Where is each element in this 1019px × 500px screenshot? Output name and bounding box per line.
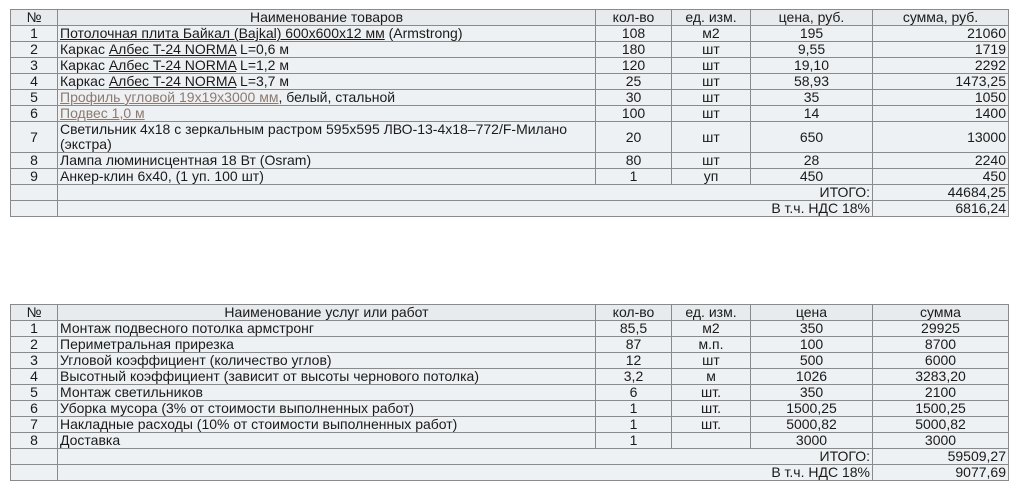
goods-row bbox=[11, 169, 1009, 185]
services-vat-row bbox=[11, 465, 1009, 481]
item-price: 14 bbox=[751, 106, 873, 122]
goods-vat-row bbox=[11, 201, 1009, 217]
goods-total-spacer bbox=[11, 185, 58, 201]
services-vat-value: 9077,69 bbox=[873, 465, 1009, 481]
item-name bbox=[58, 106, 596, 122]
item-unit: м.п. bbox=[672, 337, 751, 353]
item-sum: 3283,20 bbox=[873, 369, 1009, 385]
item-qty: 87 bbox=[596, 337, 672, 353]
row-number: 6 bbox=[11, 401, 58, 417]
item-qty: 3,2 bbox=[596, 369, 672, 385]
item-qty: 1 bbox=[596, 417, 672, 433]
item-name-part: Монтаж подвесного потолка армстронг bbox=[60, 320, 315, 336]
item-name-part: Накладные расходы (10% от стоимости выполненных работ) bbox=[60, 416, 458, 432]
item-price: 195 bbox=[751, 26, 873, 42]
item-price: 350 bbox=[751, 385, 873, 401]
item-name bbox=[58, 169, 596, 185]
item-sum: 1500,25 bbox=[873, 401, 1009, 417]
services-total-spacer bbox=[11, 449, 58, 465]
item-name-part: Доставка bbox=[60, 432, 121, 448]
item-price: 500 bbox=[751, 353, 873, 369]
item-sum: 1473,25 bbox=[873, 74, 1009, 90]
item-qty: 100 bbox=[596, 106, 672, 122]
item-sum: 8700 bbox=[873, 337, 1009, 353]
item-price: 350 bbox=[751, 321, 873, 337]
goods-row bbox=[11, 74, 1009, 90]
item-name-part: Албес T-24 NORMA bbox=[108, 41, 237, 57]
item-price: 9,55 bbox=[751, 42, 873, 58]
item-name-part: Монтаж светильников bbox=[60, 384, 203, 400]
item-unit: шт bbox=[672, 90, 751, 106]
item-price: 58,93 bbox=[751, 74, 873, 90]
services-total-value: 59509,27 bbox=[873, 449, 1009, 465]
goods-total-row bbox=[11, 185, 1009, 201]
row-number: 9 bbox=[11, 169, 58, 185]
goods-row bbox=[11, 42, 1009, 58]
item-unit: шт. bbox=[672, 417, 751, 433]
item-qty: 20 bbox=[596, 122, 672, 153]
item-price: 650 bbox=[751, 122, 873, 153]
item-price: 100 bbox=[751, 337, 873, 353]
item-name-part: Анкер-клин 6x40, (1 уп. 100 шт) bbox=[60, 168, 264, 184]
item-unit: шт. bbox=[672, 401, 751, 417]
goods-row bbox=[11, 58, 1009, 74]
row-number: 8 bbox=[11, 153, 58, 169]
goods-row bbox=[11, 106, 1009, 122]
goods-body bbox=[11, 26, 1009, 185]
item-name-part: L=3,7 м bbox=[236, 73, 289, 89]
services-total-label: ИТОГО: bbox=[58, 449, 873, 465]
goods-header-unit: ед. изм. bbox=[672, 10, 751, 26]
services-total-row bbox=[11, 449, 1009, 465]
item-unit: м2 bbox=[672, 26, 751, 42]
item-sum: 6000 bbox=[873, 353, 1009, 369]
item-unit: шт bbox=[672, 74, 751, 90]
row-number: 8 bbox=[11, 433, 58, 449]
row-number: 4 bbox=[11, 74, 58, 90]
goods-row bbox=[11, 153, 1009, 169]
item-sum: 5000,82 bbox=[873, 417, 1009, 433]
goods-header-row bbox=[11, 10, 1009, 26]
goods-header-sum: сумма, руб. bbox=[873, 10, 1009, 26]
goods-total-label: ИТОГО: bbox=[58, 185, 873, 201]
services-row bbox=[11, 337, 1009, 353]
row-number: 2 bbox=[11, 42, 58, 58]
item-unit: уп bbox=[672, 169, 751, 185]
item-unit: шт bbox=[672, 353, 751, 369]
services-header-qty: кол-во bbox=[596, 305, 672, 321]
item-name-part: L=0,6 м bbox=[236, 41, 289, 57]
services-header-row bbox=[11, 305, 1009, 321]
services-vat-label: В т.ч. НДС 18% bbox=[58, 465, 873, 481]
row-number: 3 bbox=[11, 58, 58, 74]
item-qty: 1 bbox=[596, 433, 672, 449]
item-name bbox=[58, 122, 596, 153]
services-table bbox=[10, 304, 1009, 481]
services-row bbox=[11, 369, 1009, 385]
row-number: 5 bbox=[11, 385, 58, 401]
item-name bbox=[58, 369, 596, 385]
item-sum: 1400 bbox=[873, 106, 1009, 122]
item-name bbox=[58, 321, 596, 337]
item-qty: 6 bbox=[596, 385, 672, 401]
item-name-part: Лампа люминисцентная 18 Вт (Osram) bbox=[60, 152, 312, 168]
item-price: 1500,25 bbox=[751, 401, 873, 417]
item-qty: 108 bbox=[596, 26, 672, 42]
item-qty: 120 bbox=[596, 58, 672, 74]
services-vat-spacer bbox=[11, 465, 58, 481]
goods-total-value: 44684,25 bbox=[873, 185, 1009, 201]
item-name bbox=[58, 401, 596, 417]
item-price: 35 bbox=[751, 90, 873, 106]
item-name-link[interactable]: Профиль угловой 19x19x3000 мм bbox=[60, 89, 279, 105]
goods-header-qty: кол-во bbox=[596, 10, 672, 26]
item-sum: 2100 bbox=[873, 385, 1009, 401]
item-name bbox=[58, 385, 596, 401]
item-name-part: Уборка мусора (3% от стоимости выполненных работ) bbox=[60, 400, 415, 416]
item-price: 3000 bbox=[751, 433, 873, 449]
item-price: 450 bbox=[751, 169, 873, 185]
item-name-part: L=1,2 м bbox=[236, 57, 289, 73]
services-row bbox=[11, 385, 1009, 401]
item-qty: 12 bbox=[596, 353, 672, 369]
item-unit: шт. bbox=[672, 385, 751, 401]
goods-row bbox=[11, 90, 1009, 106]
item-sum: 21060 bbox=[873, 26, 1009, 42]
goods-table bbox=[10, 9, 1009, 217]
goods-vat-label: В т.ч. НДС 18% bbox=[58, 201, 873, 217]
item-qty: 85,5 bbox=[596, 321, 672, 337]
item-sum: 13000 bbox=[873, 122, 1009, 153]
item-name bbox=[58, 42, 596, 58]
item-unit: шт bbox=[672, 122, 751, 153]
item-name-part: Каркас bbox=[60, 41, 109, 57]
item-name-part: Светильник 4х18 с зеркальным растром 595x595 ЛВО-13-4х18–772/F-Милано (экстра) bbox=[60, 121, 568, 152]
item-sum: 1719 bbox=[873, 42, 1009, 58]
item-qty: 25 bbox=[596, 74, 672, 90]
item-name-part: Угловой коэффициент (количество углов) bbox=[60, 352, 332, 368]
item-name bbox=[58, 417, 596, 433]
item-sum: 2240 bbox=[873, 153, 1009, 169]
item-name bbox=[58, 353, 596, 369]
services-row bbox=[11, 417, 1009, 433]
goods-header-price: цена, руб. bbox=[751, 10, 873, 26]
item-qty: 180 bbox=[596, 42, 672, 58]
item-name bbox=[58, 74, 596, 90]
services-row bbox=[11, 321, 1009, 337]
item-name bbox=[58, 58, 596, 74]
row-number: 5 bbox=[11, 90, 58, 106]
item-name-part: Потолочная плита Байкал (Bajkal) 600x600x12 мм bbox=[60, 25, 385, 41]
item-price: 28 bbox=[751, 153, 873, 169]
goods-header-number: № bbox=[11, 10, 58, 26]
item-name bbox=[58, 433, 596, 449]
row-number: 6 bbox=[11, 106, 58, 122]
services-row bbox=[11, 353, 1009, 369]
item-name-part: , белый, стальной bbox=[278, 89, 396, 105]
item-unit: шт bbox=[672, 58, 751, 74]
item-unit: м bbox=[672, 369, 751, 385]
item-qty: 30 bbox=[596, 90, 672, 106]
services-row bbox=[11, 401, 1009, 417]
row-number: 2 bbox=[11, 337, 58, 353]
item-name bbox=[58, 153, 596, 169]
services-header-price: цена bbox=[751, 305, 873, 321]
goods-row bbox=[11, 122, 1009, 153]
item-name-part: Высотный коэффициент (зависит от высоты чернового потолка) bbox=[60, 368, 479, 384]
item-name-link[interactable]: Подвес 1,0 м bbox=[60, 105, 145, 121]
goods-header-name: Наименование товаров bbox=[58, 10, 596, 26]
item-unit: шт bbox=[672, 106, 751, 122]
row-number: 1 bbox=[11, 26, 58, 42]
services-body bbox=[11, 321, 1009, 449]
item-name bbox=[58, 90, 596, 106]
row-number: 3 bbox=[11, 353, 58, 369]
item-name bbox=[58, 26, 596, 42]
item-price: 5000,82 bbox=[751, 417, 873, 433]
goods-vat-value: 6816,24 bbox=[873, 201, 1009, 217]
item-unit bbox=[672, 433, 751, 449]
item-sum: 450 bbox=[873, 169, 1009, 185]
row-number: 7 bbox=[11, 417, 58, 433]
item-name-part: (Armstrong) bbox=[384, 25, 463, 41]
item-sum: 1050 bbox=[873, 90, 1009, 106]
item-unit: шт bbox=[672, 42, 751, 58]
item-qty: 1 bbox=[596, 401, 672, 417]
services-header-sum: сумма bbox=[873, 305, 1009, 321]
item-price: 19,10 bbox=[751, 58, 873, 74]
item-qty: 1 bbox=[596, 169, 672, 185]
services-header-unit: ед. изм. bbox=[672, 305, 751, 321]
item-qty: 80 bbox=[596, 153, 672, 169]
row-number: 4 bbox=[11, 369, 58, 385]
goods-vat-spacer bbox=[11, 201, 58, 217]
item-name-part: Албес T-24 NORMA bbox=[108, 57, 237, 73]
item-sum: 3000 bbox=[873, 433, 1009, 449]
item-name-part: Албес T-24 NORMA bbox=[108, 73, 237, 89]
services-row bbox=[11, 433, 1009, 449]
services-header-name: Наименование услуг или работ bbox=[58, 305, 596, 321]
item-unit: м2 bbox=[672, 321, 751, 337]
item-name-part: Периметральная прирезка bbox=[60, 336, 234, 352]
services-header-number: № bbox=[11, 305, 58, 321]
row-number: 7 bbox=[11, 122, 58, 153]
item-unit: шт bbox=[672, 153, 751, 169]
item-sum: 2292 bbox=[873, 58, 1009, 74]
item-name-part: Каркас bbox=[60, 73, 109, 89]
row-number: 1 bbox=[11, 321, 58, 337]
item-name bbox=[58, 337, 596, 353]
item-price: 1026 bbox=[751, 369, 873, 385]
item-name-part: Каркас bbox=[60, 57, 109, 73]
goods-row bbox=[11, 26, 1009, 42]
item-sum: 29925 bbox=[873, 321, 1009, 337]
